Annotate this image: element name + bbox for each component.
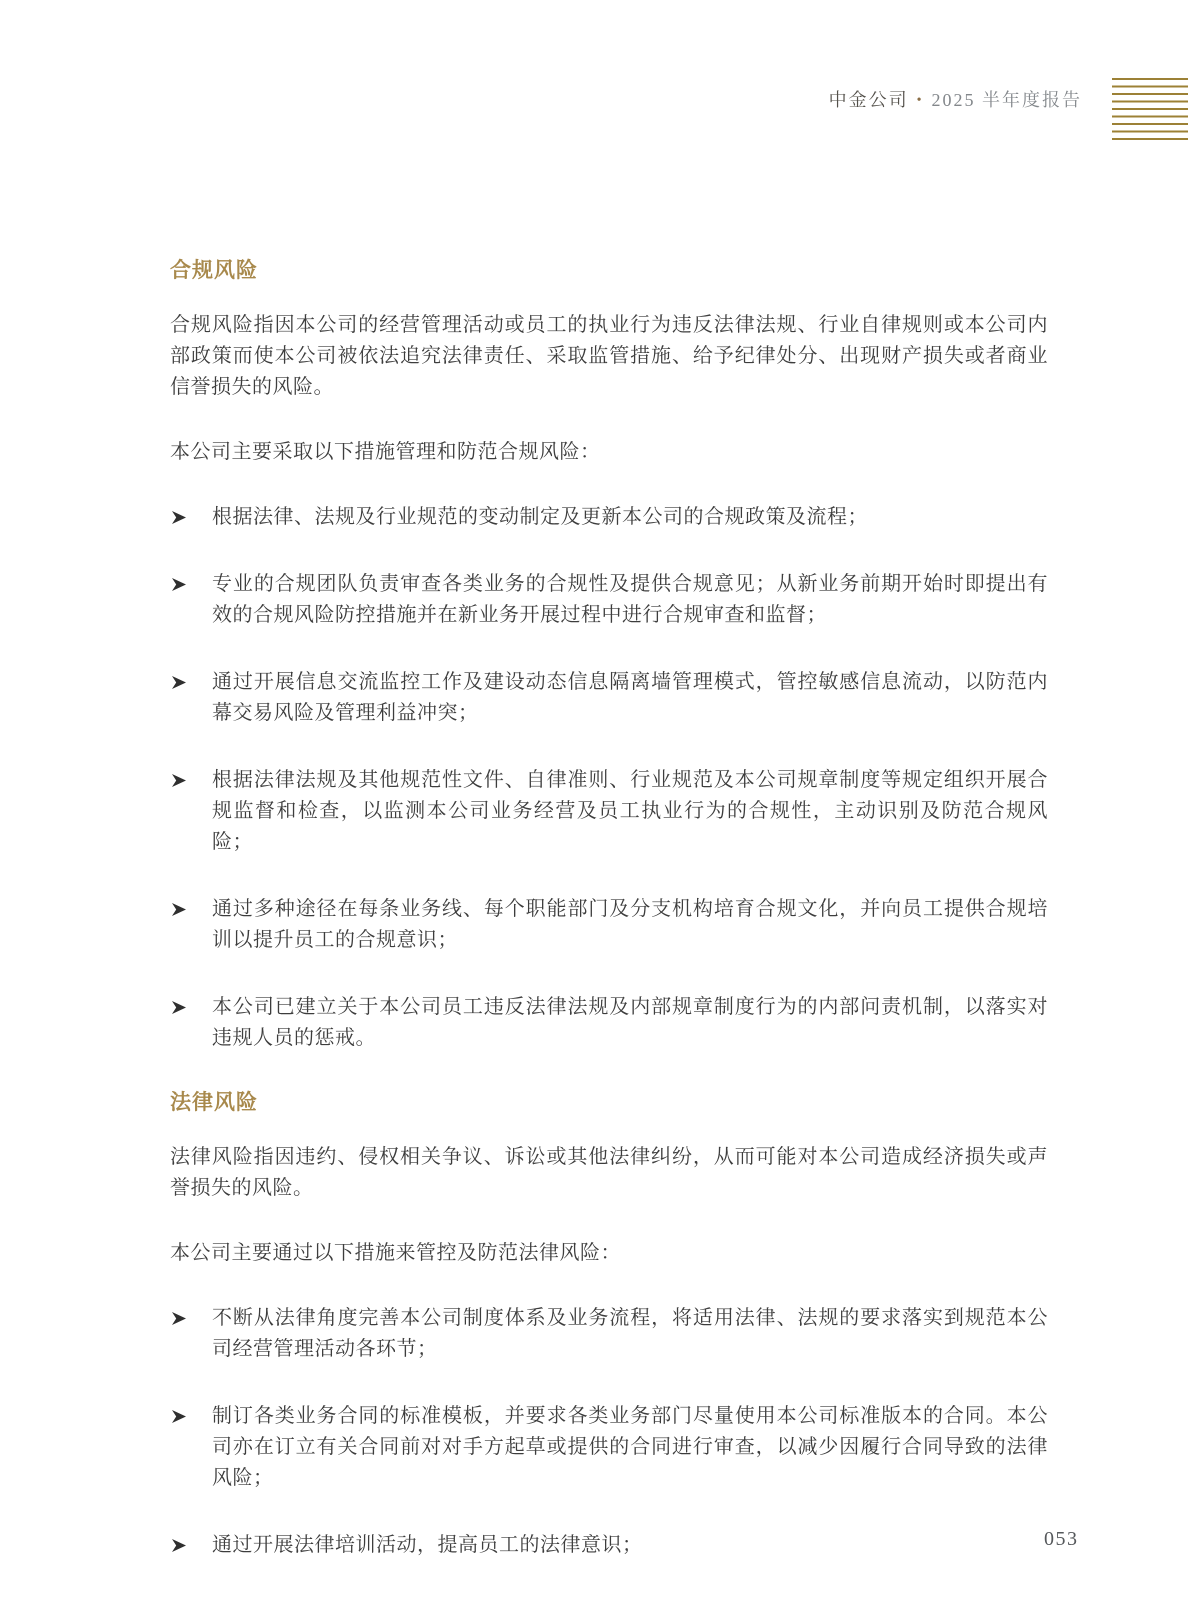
compliance-risk-intro: 合规风险指因本公司的经营管理活动或员工的执业行为违反法律法规、行业自律规则或本公司内部政策而使本公司被依法追究法律责任、采取监管措施、给予纪律处分、出现财产损失或者商业信誉损失的风险。 [170, 314, 1048, 398]
arrow-bullet-icon [172, 1312, 186, 1325]
list-item-text: 通过开展信息交流监控工作及建设动态信息隔离墙管理模式，管控敏感信息流动，以防范内幕交易风险及管理利益冲突； [212, 671, 1048, 724]
legal-measures-list [170, 1303, 1048, 1561]
page-content [170, 258, 1048, 1597]
page-number: 053 [1044, 1528, 1079, 1550]
list-item-text: 根据法律法规及其他规范性文件、自律准则、行业规范及本公司规章制度等规定组织开展合规监督和检查，以监测本公司业务经营及员工执业行为的合规性，主动识别及防范合规风险； [212, 769, 1048, 853]
compliance-measures-list [170, 502, 1048, 1054]
header-dot-separator: • [916, 93, 924, 108]
arrow-bullet-icon [172, 578, 186, 591]
arrow-bullet-icon [172, 1410, 186, 1423]
list-item-text: 不断从法律角度完善本公司制度体系及业务流程，将适用法律、法规的要求落实到规范本公司经营管理活动各环节； [212, 1307, 1048, 1360]
list-item [170, 765, 1048, 858]
list-item-text: 通过开展法律培训活动，提高员工的法律意识； [212, 1534, 643, 1556]
list-item [170, 1530, 1048, 1561]
list-item-text: 通过多种途径在每条业务线、每个职能部门及分支机构培育合规文化，并向员工提供合规培训以提升员工的合规意识； [212, 898, 1048, 951]
page-header [829, 86, 1082, 112]
arrow-bullet-icon [172, 1001, 186, 1014]
arrow-bullet-icon [172, 774, 186, 787]
arrow-bullet-icon [172, 903, 186, 916]
legal-risk-intro: 法律风险指因违约、侵权相关争议、诉讼或其他法律纠纷，从而可能对本公司造成经济损失或声誉损失的风险。 [170, 1146, 1048, 1199]
arrow-bullet-icon [172, 511, 186, 524]
list-item-text: 本公司已建立关于本公司员工违反法律法规及内部规章制度行为的内部问责机制，以落实对违规人员的惩戒。 [212, 996, 1048, 1049]
list-item [170, 1303, 1048, 1365]
list-item-text: 根据法律、法规及行业规范的变动制定及更新本公司的合规政策及流程； [212, 506, 868, 528]
arrow-bullet-icon [172, 1539, 186, 1552]
section-heading-legal-risk: 法律风险 [170, 1091, 258, 1114]
list-item [170, 1401, 1048, 1494]
list-item-text: 制订各类业务合同的标准模板，并要求各类业务部门尽量使用本公司标准版本的合同。本公司亦在订立有关合同前对对手方起草或提供的合同进行审查，以减少因履行合同导致的法律风险； [212, 1405, 1048, 1489]
list-item [170, 894, 1048, 956]
company-name: 中金公司 [828, 90, 909, 110]
section-heading-compliance-risk: 合规风险 [170, 259, 258, 282]
list-item [170, 502, 1048, 533]
compliance-risk-lead: 本公司主要采取以下措施管理和防范合规风险： [170, 441, 601, 463]
list-item [170, 992, 1048, 1054]
list-item-text: 专业的合规团队负责审查各类业务的合规性及提供合规意见；从新业务前期开始时即提出有效的合规风险防控措施并在新业务开展过程中进行合规审查和监督； [212, 573, 1048, 626]
report-title: 2025 半年度报告 [931, 90, 1082, 110]
legal-risk-lead: 本公司主要通过以下措施来管控及防范法律风险： [170, 1242, 621, 1264]
arrow-bullet-icon [172, 676, 186, 689]
list-item [170, 667, 1048, 729]
gold-stripes-icon [1112, 78, 1188, 140]
list-item [170, 569, 1048, 631]
